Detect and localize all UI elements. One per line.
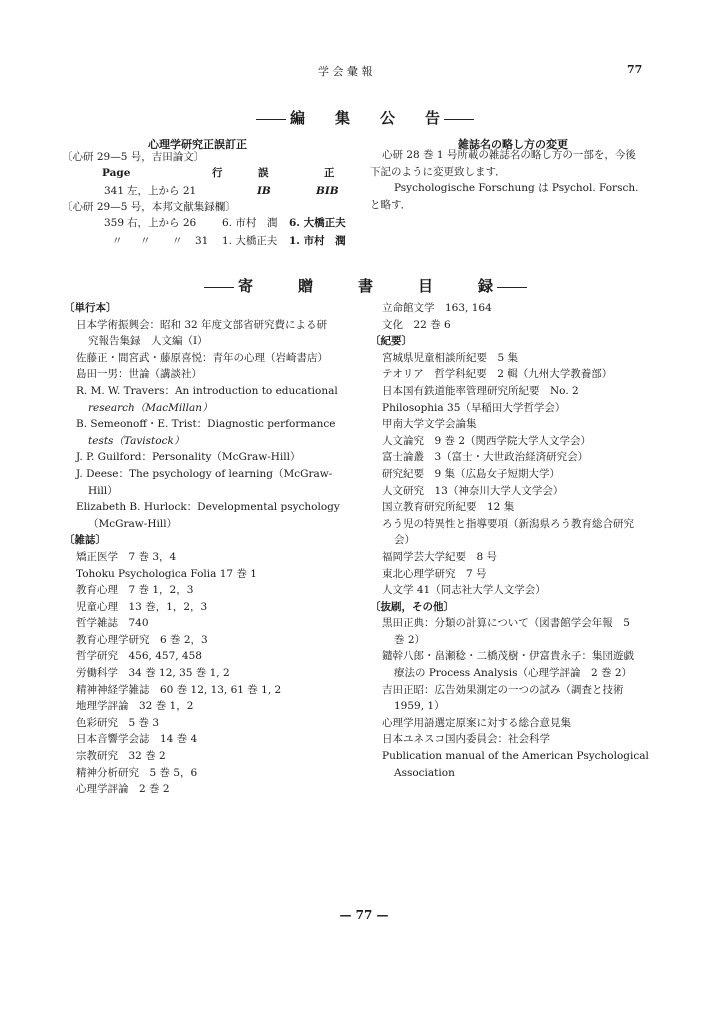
- list-item: 労働科学 34 巻 12, 35 巻 1, 2: [76, 667, 230, 680]
- list-item: 人文学 41（同志社大学人文学会）: [382, 584, 546, 597]
- errata-table: [62, 164, 352, 200]
- list-item: 日本ユネスコ国内委員会：社会科学: [382, 733, 550, 746]
- page-footer: — 77 —: [339, 908, 389, 922]
- errata-title: 心理学研究正誤訂正: [148, 138, 247, 151]
- list-item: research（MacMillan）: [88, 401, 213, 414]
- list-item: 宗教研究 32 巻 2: [76, 750, 166, 763]
- errata-row: 〃 〃 〃 31 1. 大橋正夫 1. 市村 潤: [112, 235, 346, 247]
- list-item: R. M. W. Travers：An introduction to educational: [76, 384, 338, 397]
- section-reprints: 〔抜刷，その他〕: [370, 600, 454, 613]
- list-item: 甲南大学文学会論集: [382, 418, 477, 431]
- list-item: 1959, 1）: [394, 700, 445, 713]
- errata-row: 359 右，上から 26 6. 市村 潤 6. 大橋正夫: [104, 217, 346, 229]
- list-item: 哲学研究 456, 457, 458: [76, 650, 202, 663]
- section-books: 〔単行本〕: [64, 302, 117, 314]
- list-item: 心理学評論 2 巻 2: [76, 783, 170, 796]
- abbrev-body: 心研 28 巻 1 号所載の雑誌名の略し方の一部を，今後 下記のように変更致します． Psychologische Forschung は Psychol. Forsch. と略す．: [370, 149, 639, 211]
- list-item: Philosophia 35（早稲田大学哲学会）: [382, 401, 566, 414]
- notice-title: 編 集 公 告: [205, 107, 525, 128]
- col-page: Page: [102, 167, 131, 179]
- list-item: 人文研究 13（神奈川大学人文学会）: [382, 484, 564, 497]
- left-column: [64, 300, 354, 798]
- col-correct: 正: [324, 167, 335, 179]
- list-item: Association: [394, 766, 455, 779]
- section-bulletins: 〔紀要〕: [370, 335, 412, 348]
- list-item: Publication manual of the American Psychological: [382, 750, 649, 763]
- list-item: 教育心理学研究 6 巻 2，3: [76, 633, 208, 646]
- list-item: （McGraw-Hill）: [88, 517, 178, 530]
- list-item: 黒田正典：分類の計算について（図書館学会年報 5: [382, 617, 630, 630]
- list-item: ろう児の特異性と指導要項（新潟県ろう教育総合研究: [382, 517, 634, 530]
- list-item: 島田一男：世論（講談社）: [76, 368, 202, 381]
- list-item: 人文論究 9 巻 2（関西学院大学人文学会）: [382, 434, 592, 447]
- list-item: 色彩研究 5 巻 3: [76, 716, 160, 729]
- list-item: 巻 2）: [394, 633, 426, 646]
- list-item: 精神分析研究 5 巻 5，6: [76, 766, 198, 779]
- page-number: 77: [627, 63, 643, 76]
- list-item: 福岡学芸大学紀要 8 号: [382, 550, 498, 563]
- list-item: 児童心理 13 巻，1，2，3: [76, 600, 208, 613]
- donation-title: 寄 贈 書 目 録: [200, 275, 530, 296]
- list-item: 矯正医学 7 巻 3，4: [76, 550, 177, 563]
- list-item: Hill）: [88, 484, 118, 497]
- list-item: 日本学術振興会：昭和 32 年度文部省研究費による研: [76, 318, 328, 331]
- list-item: テオリア 哲学科紀要 2 輯（九州大学教養部）: [382, 368, 613, 381]
- list-item: 日本音響学会誌 14 巻 4: [76, 733, 198, 746]
- list-item: 国立教育研究所紀要 12 集: [382, 501, 515, 514]
- list-item: J. Deese：The psychology of learning（McGraw-: [76, 467, 333, 480]
- list-item: 吉田正昭：広告効果測定の一つの試み（調査と技術: [382, 683, 624, 696]
- list-item: 佐藤正・間宮武・藤原喜悦：青年の心理（岩崎書店）: [76, 351, 328, 364]
- col-wrong: 誤: [258, 167, 269, 179]
- list-item: B. Semeonoff・E. Trist：Diagnostic performance: [76, 418, 336, 431]
- errata-table-2: [62, 214, 362, 250]
- list-item: tests（Tavistock）: [88, 434, 185, 447]
- list-item: 富士論叢 3（富士・大世政治経済研究会）: [382, 451, 589, 464]
- list-item: Elizabeth B. Hurlock：Developmental psychology: [76, 501, 340, 514]
- list-item: 療法の Process Analysis（心理学評論 2 巻 2）: [394, 667, 633, 680]
- section-journals: 〔雑誌〕: [64, 534, 106, 547]
- running-header: 学 会 彙 報: [318, 65, 373, 78]
- list-item: 究報告集録 人文編（I）: [88, 335, 208, 348]
- list-item: 地理学評論 32 巻 1，2: [76, 700, 194, 713]
- list-item: 日本国有鉄道能率管理研究所紀要 No. 2: [382, 384, 579, 397]
- list-item: 会）: [394, 534, 415, 547]
- list-item: 立命館文学 163, 164: [382, 302, 492, 314]
- col-line: 行: [212, 167, 223, 179]
- list-item: 鑓幹八郎・畠瀬稔・二橋茂樹・伊富貴永子：集団遊戯: [382, 650, 634, 663]
- list-item: 東北心理学研究 7 号: [382, 567, 487, 580]
- list-item: 研究紀要 9 集（広島女子短期大学）: [382, 467, 561, 480]
- abbrev-title: 雑誌名の略し方の変更: [458, 138, 568, 151]
- list-item: 宮城県児童相談所紀要 5 集: [382, 351, 519, 364]
- list-item: J. P. Guilford：Personality（McGraw-Hill）: [76, 451, 301, 464]
- errata-table-head: [62, 164, 352, 182]
- errata-row: 341 左，上から 21 IB BIB: [104, 185, 339, 197]
- list-item: 教育心理 7 巻 1，2，3: [76, 584, 194, 597]
- right-column: [370, 300, 665, 781]
- list-item: 文化 22 巻 6: [382, 318, 451, 331]
- list-item: 哲学雑誌 740: [76, 617, 149, 630]
- errata-ref-1: 〔心研 29—5 号，吉田論文〕: [62, 151, 205, 163]
- list-item: 心理学用語選定原案に対する総合意見集: [382, 716, 571, 729]
- list-item: 精神神経学雑誌 60 巻 12, 13, 61 巻 1, 2: [76, 683, 282, 696]
- list-item: Tohoku Psychologica Folia 17 巻 1: [76, 567, 257, 580]
- errata-ref-2: 〔心研 29—5 号，本邦文献集録欄〕: [62, 201, 236, 213]
